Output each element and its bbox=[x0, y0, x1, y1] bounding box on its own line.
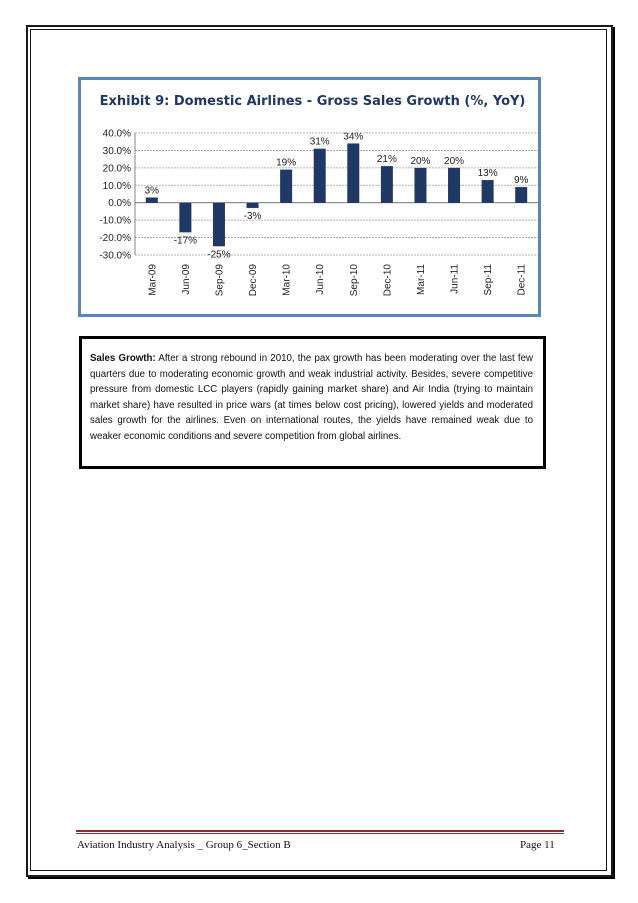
x-tick-label: Sep-10 bbox=[348, 264, 360, 297]
sales-growth-paragraph bbox=[90, 351, 533, 445]
data-label: 20% bbox=[410, 155, 431, 167]
y-tick-label: 0.0% bbox=[108, 198, 131, 210]
y-tick-label: 40.0% bbox=[102, 128, 131, 140]
chart-title: Exhibit 9: Domestic Airlines - Gross Sales Growth (%, YoY) bbox=[99, 94, 526, 109]
x-tick-label: Dec-09 bbox=[248, 264, 260, 297]
data-label: -25% bbox=[207, 249, 231, 261]
footer-rule-thin bbox=[76, 833, 564, 834]
y-tick-label: -30.0% bbox=[99, 250, 131, 262]
bar-Mar-10 bbox=[280, 170, 292, 203]
bar-Dec-11 bbox=[515, 187, 527, 203]
sales-growth-body: After a strong rebound in 2010, the pax growth has been moderating over the last few quarters due to moderating economic growth and weak industrial activity. Besides, severe competitive pressure from domestic LCC players (rapidly gaining market share) and Air India (trying to maintain market share) have resulted in price wars (at times below cost pricing), lowered yields and moderated sales growth for the airlines. Even on international routes, the yields have remained weak due to weaker economic conditions and severe competition from global airlines. bbox=[90, 353, 533, 442]
y-tick-label: 10.0% bbox=[102, 180, 131, 192]
bar-Dec-10 bbox=[381, 166, 393, 203]
x-tick-label: Mar-09 bbox=[147, 264, 159, 296]
chart-frame bbox=[78, 77, 541, 317]
x-tick-label: Sep-09 bbox=[214, 264, 226, 297]
x-tick-label: Dec-11 bbox=[516, 264, 528, 296]
footer-rule bbox=[76, 830, 564, 832]
data-label: 20% bbox=[444, 155, 465, 167]
data-label: 3% bbox=[144, 185, 160, 197]
sales-growth-lead: Sales Growth: bbox=[90, 353, 156, 364]
y-tick-label: 30.0% bbox=[102, 145, 131, 157]
bar-chart bbox=[81, 80, 538, 314]
bar-Sep-10 bbox=[347, 143, 359, 202]
x-tick-label: Jun-11 bbox=[449, 264, 461, 294]
bar-Jun-10 bbox=[314, 149, 326, 203]
bar-Sep-11 bbox=[482, 180, 494, 203]
x-tick-label: Sep-11 bbox=[483, 264, 495, 296]
y-tick-label: -10.0% bbox=[99, 215, 131, 227]
data-label: 21% bbox=[376, 154, 397, 166]
data-label: 31% bbox=[309, 136, 330, 148]
bar-Jun-11 bbox=[448, 168, 460, 203]
footer-title: Aviation Industry Analysis _ Group 6_Section B bbox=[77, 839, 291, 851]
x-tick-label: Mar-11 bbox=[415, 264, 427, 295]
data-label: -17% bbox=[173, 235, 198, 247]
data-label: 9% bbox=[513, 175, 529, 187]
x-tick-label: Jun-10 bbox=[315, 264, 327, 295]
bar-Jun-09 bbox=[179, 203, 191, 233]
data-label: 34% bbox=[343, 131, 364, 143]
y-tick-label: 20.0% bbox=[102, 163, 131, 175]
data-label: 19% bbox=[276, 157, 297, 169]
data-label: -3% bbox=[243, 210, 262, 222]
bar-Dec-09 bbox=[247, 203, 259, 208]
sales-growth-textbox bbox=[79, 336, 546, 469]
bar-Mar-09 bbox=[146, 197, 158, 202]
x-tick-label: Jun-09 bbox=[180, 264, 192, 295]
bar-Mar-11 bbox=[414, 168, 426, 203]
x-tick-label: Mar-10 bbox=[281, 264, 293, 296]
y-tick-label: -20.0% bbox=[99, 233, 131, 245]
x-tick-label: Dec-10 bbox=[382, 264, 394, 297]
data-label: 13% bbox=[477, 168, 498, 180]
page-number: Page 11 bbox=[520, 839, 555, 851]
bar-Sep-09 bbox=[213, 203, 225, 247]
